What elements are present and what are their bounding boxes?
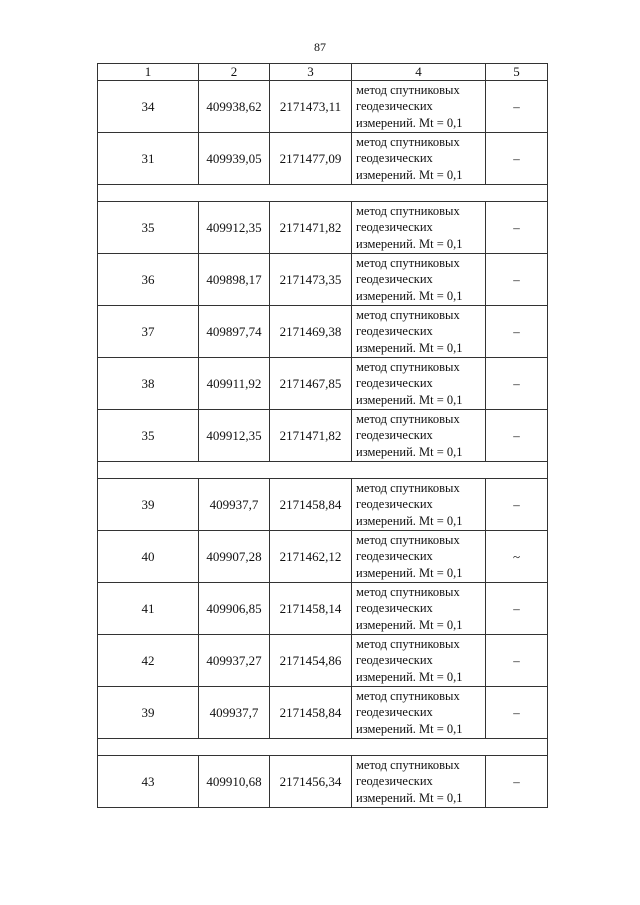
method-line-1: метод спутниковых xyxy=(356,359,460,374)
y-coordinate-cell: 2171458,84 xyxy=(270,479,352,531)
method-line-2: геодезических xyxy=(356,272,433,287)
point-number-cell: 36 xyxy=(98,254,199,306)
method-line-3: измерений. Mt = 0,1 xyxy=(356,167,463,182)
y-coordinate-cell: 2171471,82 xyxy=(270,202,352,254)
method-line-1: метод спутниковых xyxy=(356,532,460,547)
x-coordinate-cell: 409912,35 xyxy=(199,202,270,254)
y-coordinate-cell: 2171473,35 xyxy=(270,254,352,306)
note-cell: – xyxy=(486,687,548,739)
method-line-3: измерений. Mt = 0,1 xyxy=(356,565,463,580)
x-coordinate-cell: 409911,92 xyxy=(199,358,270,410)
note-cell: – xyxy=(486,756,548,808)
point-number-cell: 42 xyxy=(98,635,199,687)
method-line-1: метод спутниковых xyxy=(356,82,460,97)
point-number-cell: 35 xyxy=(98,410,199,462)
x-coordinate-cell: 409907,28 xyxy=(199,531,270,583)
method-line-3: измерений. Mt = 0,1 xyxy=(356,115,463,130)
method-line-1: метод спутниковых xyxy=(356,757,460,772)
table-row xyxy=(98,531,548,583)
table-row xyxy=(98,635,548,687)
y-coordinate-cell: 2171477,09 xyxy=(270,133,352,185)
method-line-2: геодезических xyxy=(356,428,433,443)
column-header-5: 5 xyxy=(486,64,548,81)
method-line-2: геодезических xyxy=(356,653,433,668)
method-line-3: измерений. Mt = 0,1 xyxy=(356,513,463,528)
y-coordinate-cell: 2171469,38 xyxy=(270,306,352,358)
point-number-cell: 37 xyxy=(98,306,199,358)
x-coordinate-cell: 409912,35 xyxy=(199,410,270,462)
method-line-2: геодезических xyxy=(356,220,433,235)
table-body xyxy=(98,81,548,808)
method-cell xyxy=(352,635,486,687)
note-cell: ~ xyxy=(486,531,548,583)
table-row xyxy=(98,254,548,306)
page-number: 87 xyxy=(314,40,326,54)
method-line-1: метод спутниковых xyxy=(356,307,460,322)
note-cell: – xyxy=(486,410,548,462)
point-number-cell: 39 xyxy=(98,479,199,531)
x-coordinate-cell: 409906,85 xyxy=(199,583,270,635)
y-coordinate-cell: 2171456,34 xyxy=(270,756,352,808)
table-row xyxy=(98,583,548,635)
point-number-cell: 38 xyxy=(98,358,199,410)
method-cell xyxy=(352,133,486,185)
spacer-cell xyxy=(98,185,548,202)
method-line-3: измерений. Mt = 0,1 xyxy=(356,617,463,632)
note-cell: – xyxy=(486,254,548,306)
y-coordinate-cell: 2171473,11 xyxy=(270,81,352,133)
method-cell xyxy=(352,687,486,739)
table-spacer-row xyxy=(98,462,548,479)
x-coordinate-cell: 409937,7 xyxy=(199,479,270,531)
method-cell xyxy=(352,756,486,808)
note-cell: – xyxy=(486,306,548,358)
x-coordinate-cell: 409937,7 xyxy=(199,687,270,739)
method-line-3: измерений. Mt = 0,1 xyxy=(356,288,463,303)
column-header-3: 3 xyxy=(270,64,352,81)
method-line-2: геодезических xyxy=(356,549,433,564)
method-line-1: метод спутниковых xyxy=(356,203,460,218)
method-line-1: метод спутниковых xyxy=(356,688,460,703)
table-row xyxy=(98,410,548,462)
y-coordinate-cell: 2171467,85 xyxy=(270,358,352,410)
note-cell: – xyxy=(486,583,548,635)
method-cell xyxy=(352,358,486,410)
method-line-2: геодезических xyxy=(356,324,433,339)
point-number-cell: 34 xyxy=(98,81,199,133)
note-cell: – xyxy=(486,358,548,410)
table-row xyxy=(98,479,548,531)
table-row xyxy=(98,358,548,410)
method-line-3: измерений. Mt = 0,1 xyxy=(356,669,463,684)
method-line-3: измерений. Mt = 0,1 xyxy=(356,444,463,459)
table-row xyxy=(98,687,548,739)
method-line-2: геодезических xyxy=(356,376,433,391)
method-line-1: метод спутниковых xyxy=(356,480,460,495)
method-cell xyxy=(352,202,486,254)
table-row xyxy=(98,756,548,808)
table-row xyxy=(98,133,548,185)
x-coordinate-cell: 409939,05 xyxy=(199,133,270,185)
table-spacer-row xyxy=(98,739,548,756)
note-cell: – xyxy=(486,133,548,185)
column-header-1: 1 xyxy=(98,64,199,81)
point-number-cell: 41 xyxy=(98,583,199,635)
table-row xyxy=(98,81,548,133)
method-line-1: метод спутниковых xyxy=(356,411,460,426)
method-line-2: геодезических xyxy=(356,774,433,789)
y-coordinate-cell: 2171471,82 xyxy=(270,410,352,462)
method-cell xyxy=(352,81,486,133)
y-coordinate-cell: 2171458,14 xyxy=(270,583,352,635)
method-cell xyxy=(352,306,486,358)
spacer-cell xyxy=(98,462,548,479)
method-line-1: метод спутниковых xyxy=(356,636,460,651)
method-cell xyxy=(352,254,486,306)
method-cell xyxy=(352,479,486,531)
y-coordinate-cell: 2171458,84 xyxy=(270,687,352,739)
table-spacer-row xyxy=(98,185,548,202)
method-line-3: измерений. Mt = 0,1 xyxy=(356,340,463,355)
note-cell: – xyxy=(486,81,548,133)
y-coordinate-cell: 2171454,86 xyxy=(270,635,352,687)
point-number-cell: 35 xyxy=(98,202,199,254)
method-line-3: измерений. Mt = 0,1 xyxy=(356,236,463,251)
method-cell xyxy=(352,531,486,583)
y-coordinate-cell: 2171462,12 xyxy=(270,531,352,583)
column-header-2: 2 xyxy=(199,64,270,81)
method-cell xyxy=(352,410,486,462)
x-coordinate-cell: 409898,17 xyxy=(199,254,270,306)
method-line-2: геодезических xyxy=(356,497,433,512)
method-line-3: измерений. Mt = 0,1 xyxy=(356,392,463,407)
method-line-2: геодезических xyxy=(356,601,433,616)
x-coordinate-cell: 409897,74 xyxy=(199,306,270,358)
method-line-3: измерений. Mt = 0,1 xyxy=(356,721,463,736)
method-line-1: метод спутниковых xyxy=(356,134,460,149)
table-row xyxy=(98,306,548,358)
method-line-1: метод спутниковых xyxy=(356,584,460,599)
note-cell: – xyxy=(486,202,548,254)
coordinates-table xyxy=(97,63,548,808)
method-line-2: геодезических xyxy=(356,705,433,720)
method-line-1: метод спутниковых xyxy=(356,255,460,270)
note-cell: – xyxy=(486,479,548,531)
method-line-2: геодезических xyxy=(356,151,433,166)
x-coordinate-cell: 409938,62 xyxy=(199,81,270,133)
note-cell: – xyxy=(486,635,548,687)
x-coordinate-cell: 409937,27 xyxy=(199,635,270,687)
point-number-cell: 31 xyxy=(98,133,199,185)
method-line-2: геодезических xyxy=(356,99,433,114)
point-number-cell: 43 xyxy=(98,756,199,808)
spacer-cell xyxy=(98,739,548,756)
method-cell xyxy=(352,583,486,635)
table-row xyxy=(98,202,548,254)
column-header-4: 4 xyxy=(352,64,486,81)
table-header-row xyxy=(98,64,548,81)
point-number-cell: 39 xyxy=(98,687,199,739)
point-number-cell: 40 xyxy=(98,531,199,583)
method-line-3: измерений. Mt = 0,1 xyxy=(356,790,463,805)
x-coordinate-cell: 409910,68 xyxy=(199,756,270,808)
